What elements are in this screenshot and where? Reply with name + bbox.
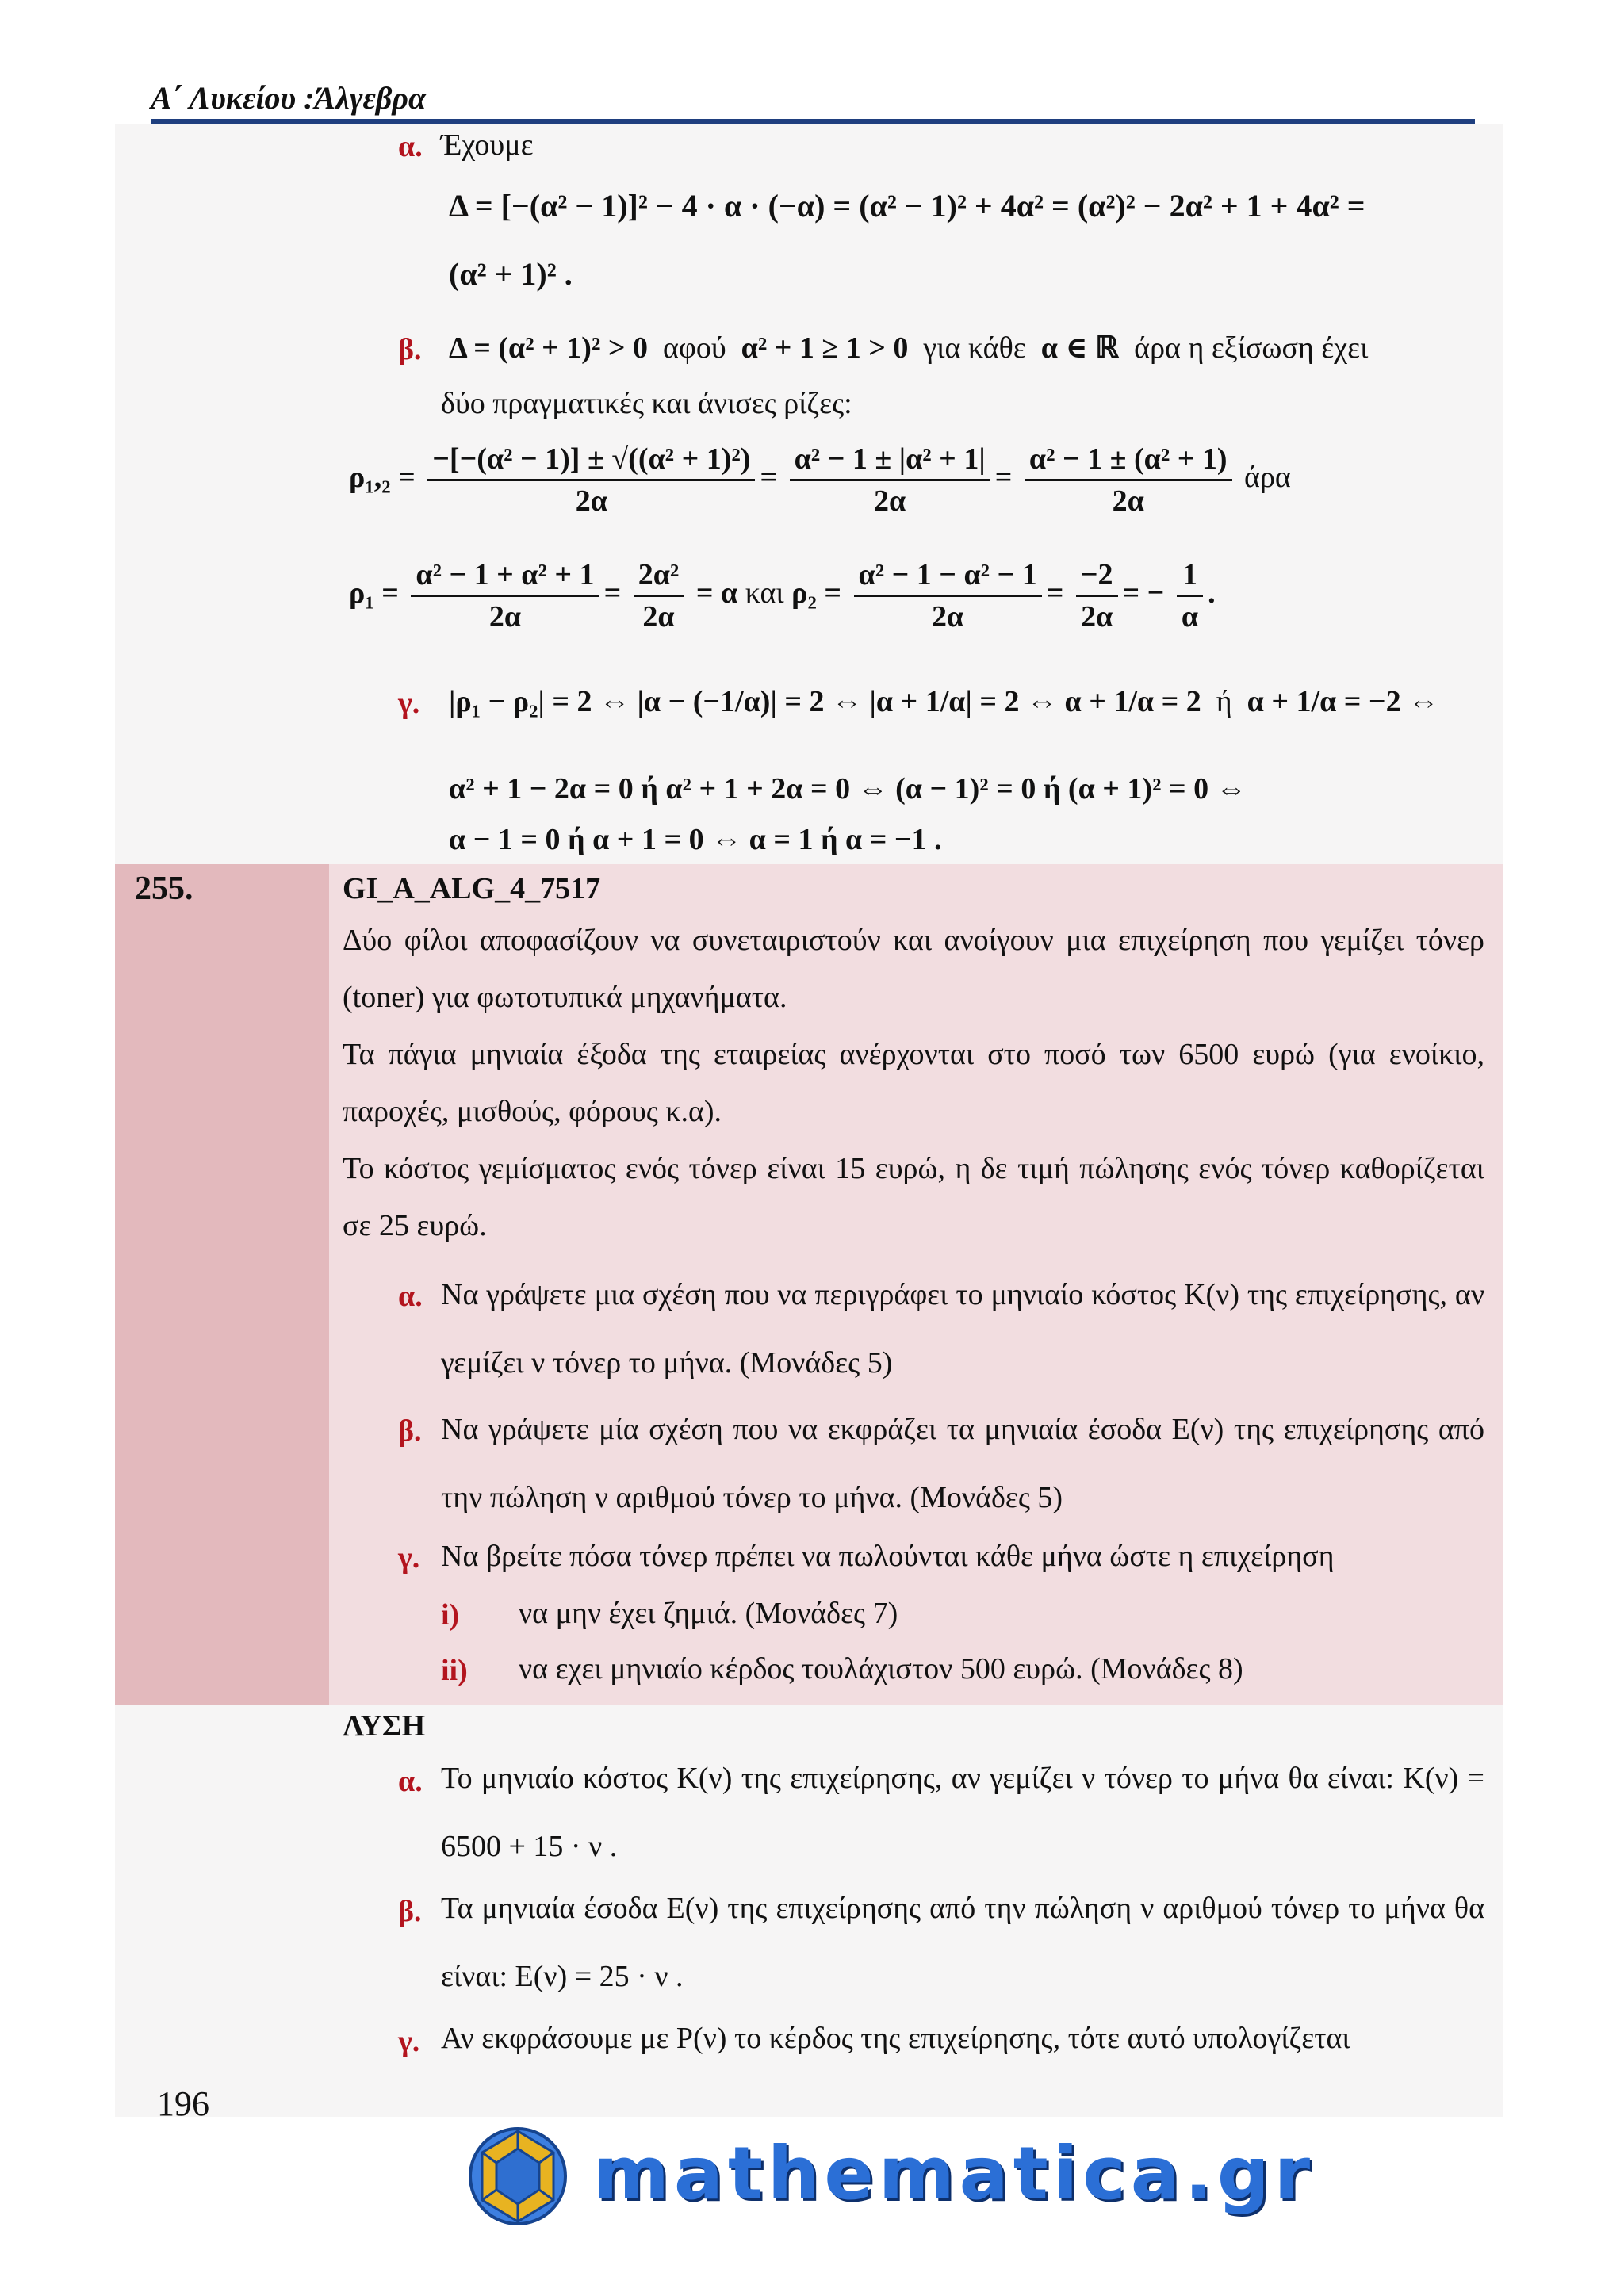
question-c-ii-text: να εχει μηνιαίο κέρδος τουλάχιστον 500 ευρώ. (Μονάδες 8) <box>519 1652 1243 1686</box>
inequality: α² + 1 ≥ 1 > 0 <box>741 331 909 365</box>
exercise-paragraph-1: Δύο φίλοι αποφασίζουν να συνεταιριστούν και ανοίγουν μια επιχείρηση που γεμίζει τόνερ (toner) για φωτοτυπικά μηχανήματα. <box>343 924 1484 1014</box>
ara-word: άρα <box>1244 461 1291 495</box>
discriminant-equation: Δ = [−(α² − 1)]² − 4 · α · (−α) = (α² − 1)² + 4α² = (α²)² − 2α² + 1 + 4α² = <box>449 188 1365 224</box>
rho1-f1-num: α² − 1 + α² + 1 <box>411 560 599 597</box>
exercise-number-cell <box>115 864 329 1705</box>
rho2-f1-den: 2α <box>932 600 964 633</box>
and-word: και <box>745 576 784 610</box>
question-c-text: Να βρείτε πόσα τόνερ πρέπει να πωλούνται κάθε μήνα ώστε η επιχείρηση <box>441 1540 1335 1573</box>
exercise-number: 255. <box>135 871 193 907</box>
site-logo <box>466 2125 1316 2220</box>
rho12-f3-num: α² − 1 ± (α² + 1) <box>1025 444 1232 481</box>
rho2-lhs: ρ₂ = <box>791 576 842 610</box>
exercise-paragraph-3: Το κόστος γεμίσματος ενός τόνερ είναι 15 ευρώ, η δε τιμή πώλησης ενός τόνερ καθορίζεται σε 25 ευρώ. <box>343 1152 1484 1242</box>
rho1-lhs: ρ₁ = <box>349 576 399 610</box>
c-or: ή <box>1216 685 1232 718</box>
rho2-f2-den: 2α <box>1081 600 1113 633</box>
answer-c-label: γ. <box>398 2025 420 2058</box>
page-number: 196 <box>157 2084 209 2123</box>
rho12-f2-den: 2α <box>874 484 906 518</box>
solution-part-b-line <box>449 333 1368 363</box>
question-c-label: γ. <box>398 1541 420 1575</box>
alpha-in-reals: α ∈ ℝ <box>1040 331 1120 365</box>
answer-a-text: Το μηνιαίο κόστος K(ν) της επιχείρησης, αν γεμίζει ν τόνερ το μήνα θα είναι: K(ν) = 6500 + 15 · ν . <box>441 1762 1484 1863</box>
rho2-f3-den: α <box>1181 600 1199 633</box>
solution-part-b-label: β. <box>398 333 422 366</box>
question-a-label: α. <box>398 1280 423 1313</box>
answer-a-label: α. <box>398 1765 423 1798</box>
rho12-lhs: ρ₁,₂ = <box>349 461 416 495</box>
polyhedron-icon <box>466 2125 569 2228</box>
solution-part-c-line2: α² + 1 − 2α = 0 ή α² + 1 + 2α = 0 ⇔ (α − 1)² = 0 ή (α + 1)² = 0 ⇔ <box>449 772 1247 806</box>
rho1-result: = α <box>695 576 738 610</box>
solution-part-a-label: α. <box>398 130 423 163</box>
for-every-word: για κάθε <box>923 331 1026 365</box>
exercise-paragraph-2: Τα πάγια μηνιαία έξοδα της εταιρείας ανέρχονται στο ποσό των 6500 ευρώ (για ενοίκιο, παροχές, μισθούς, φόρους κ.α). <box>343 1038 1484 1128</box>
rho2-f1-num: α² − 1 − α² − 1 <box>854 560 1042 597</box>
page-header-title: Α΄ Λυκείου :Άλγεβρα <box>151 80 427 116</box>
answer-c-text: Αν εκφράσουμε με P(ν) το κέρδος της επιχείρησης, τότε αυτό υπολογίζεται <box>441 2022 1350 2055</box>
question-c-i-label: i) <box>441 1598 460 1632</box>
discriminant-positive: Δ = (α² + 1)² > 0 <box>449 331 648 365</box>
since-word: αφού <box>663 331 726 365</box>
question-a-text: Να γράψετε μια σχέση που να περιγράφει το μηνιαίο κόστος K(ν) της επιχείρησης, αν γεμίζει ν τόνερ το μήνα. (Μονάδες 5) <box>441 1278 1484 1380</box>
solution-part-b-line2: δύο πραγματικές και άνισες ρίζες: <box>441 387 852 420</box>
discriminant-result: (α² + 1)² . <box>449 256 573 292</box>
answer-b-label: β. <box>398 1895 422 1928</box>
roots-values: ρ₁ = $\frac{\text{α² − 1 + α² + 1}}{2\alpha}$ = $\frac{\text{2α²}}{2\alpha}$ = α και ρ₂ = $\frac{\text{α² − 1 − α² − 1}}{2\alpha}$ = $\frac{-2}{2\alpha}$ = − $\frac{1}{\alpha}$ . <box>349 558 1216 633</box>
solution-part-c-line1 <box>449 687 1438 717</box>
rho12-f2-num: α² − 1 ± |α² + 1| <box>790 444 990 481</box>
conclusion-text: άρα η εξίσωση έχει <box>1134 331 1369 365</box>
answer-b-text: Τα μηνιαία έσοδα E(ν) της επιχείρησης από την πώληση ν αριθμού τόνερ το μήνα θα είναι: E(ν) = 25 · ν . <box>441 1892 1484 1993</box>
solution-part-a-text: Έχουμε <box>441 128 534 162</box>
solution-title: ΛΥΣΗ <box>343 1709 426 1743</box>
rho1-f1-den: 2α <box>488 600 522 633</box>
rho12-f3-den: 2α <box>1112 484 1144 518</box>
roots-formula: ρ₁,₂ = $\frac{\text{−[−(α² − 1)] ± √((α² + 1)²)}}{2\alpha}$ = $\frac{\text{α² − 1 ± |α² + 1|}}{2\alpha}$ = $\frac{\text{α² − 1 ± (α² + 1)}}{2\alpha}$ άρα <box>349 442 1291 518</box>
c-eq1b: α + 1/α = −2 ⇔ <box>1247 685 1439 718</box>
rho1-f2-num: 2α² <box>634 560 684 597</box>
rho12-f1-num: −[−(α² − 1)] ± √((α² + 1)²) <box>427 444 755 481</box>
rho1-f2-den: 2α <box>642 600 675 633</box>
exercise-code: GI_A_ALG_4_7517 <box>343 872 601 905</box>
solution-part-c-label: γ. <box>398 687 420 720</box>
question-b-text: Να γράψετε μία σχέση που να εκφράζει τα μηνιαία έσοδα E(ν) της επιχείρησης από την πώληση ν αριθμού τόνερ το μήνα. (Μονάδες 5) <box>441 1413 1484 1514</box>
rho2-f2-num: −2 <box>1076 560 1118 597</box>
question-c-ii-label: ii) <box>441 1654 468 1687</box>
logo-text[interactable]: mathematica.gr <box>593 2131 1316 2216</box>
rho12-f1-den: 2α <box>575 484 607 518</box>
question-b-label: β. <box>398 1414 422 1448</box>
question-c-i-text: να μην έχει ζημιά. (Μονάδες 7) <box>519 1597 898 1630</box>
rho2-f3-num: 1 <box>1177 560 1203 597</box>
c-eq1: |ρ₁ − ρ₂| = 2 ⇔ |α − (−1/α)| = 2 ⇔ |α + 1/α| = 2 ⇔ α + 1/α = 2 <box>449 685 1201 718</box>
solution-part-c-line3: α − 1 = 0 ή α + 1 = 0 ⇔ α = 1 ή α = −1 . <box>449 823 942 856</box>
